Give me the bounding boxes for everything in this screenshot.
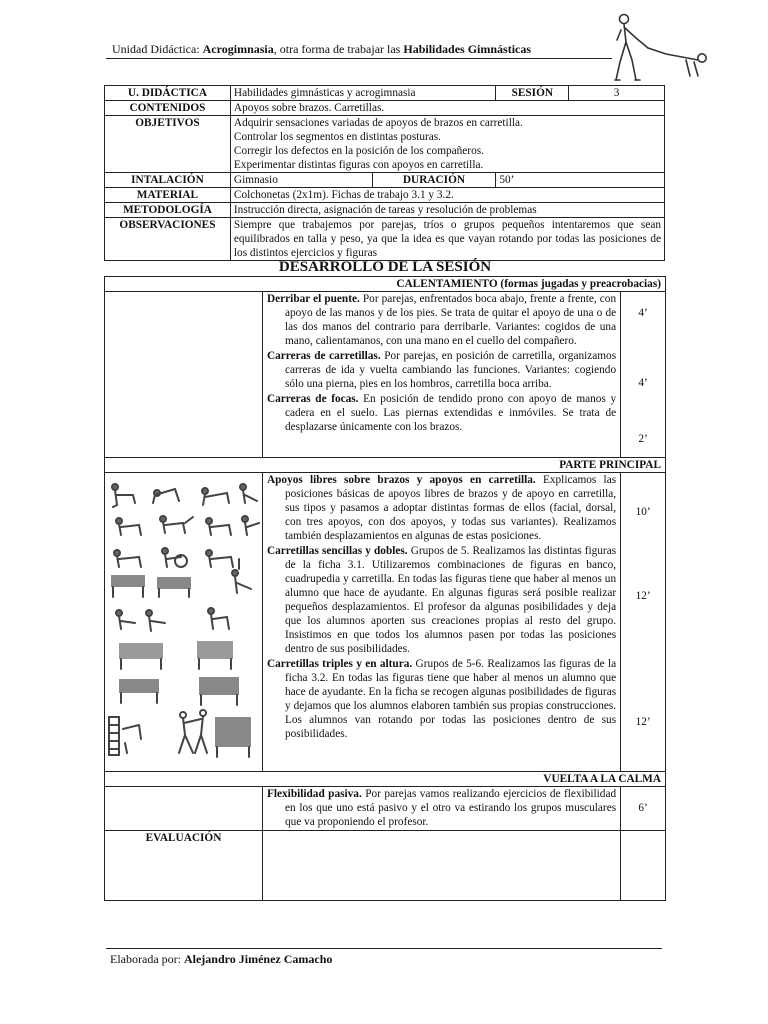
objetivos-label: OBJETIVOS [105,116,231,173]
activity-item [267,392,616,434]
header-acrogimnasia: Acrogimnasia [202,42,274,56]
objetivos-list [230,116,664,173]
contenidos-value: Apoyos sobre brazos. Carretillas. [230,101,664,116]
objetivo-item: Experimentar distintas figuras con apoyos en carretilla. [233,159,484,171]
activity-time: 4’ [638,307,648,319]
activity-name: Carretillas sencillas y dobles. [266,545,408,557]
activity-name: Carretillas triples y en altura. [266,658,413,670]
activity-text: Por parejas, en posición de carretilla, organizamos carreras de ida y vuelta cambiando las funciones. Variantes: cogiendo sólo una pierna, pies en los hombros, carretilla boca arriba. [284,350,617,390]
activity-item [267,292,616,348]
activity-time: 10’ [635,506,651,518]
footer-rule [106,948,662,949]
principal-times [621,473,666,772]
activity-text: En posición de tendido prono con apoyo de manos y cadera en el suelo. Las piernas extendidas e inmóviles. Se trata de desplazarse únicamente con los brazos. [284,393,617,433]
objetivo-item: Controlar los segmentos en distintas posturas. [233,131,441,143]
activity-text: Por parejas vamos realizando ejercicios de flexibilidad en los que uno está pasivo y el otro va estirando los grupos musculares que va proponiendo el profesor. [284,788,617,828]
activity-time: 12’ [635,590,651,602]
calentamiento-times [621,292,666,458]
desarrollo-title: DESARROLLO DE LA SESIÓN [278,259,492,275]
calentamiento-heading: CALENTAMIENTO (formas jugadas y preacrobacias) [105,277,666,292]
sesion-value: 3 [569,86,665,101]
evaluacion-time [621,831,666,901]
observaciones-value: Siempre que trabajemos por parejas, tríos o grupos pequeños intentaremos que sean equilibrados en talla y peso, ya que la idea es que vayan rotando por todas las posiciones de los distintos ejercicios y figuras [230,218,664,261]
activity-name: Carreras de carretillas. [266,350,381,362]
header-mid: , otra forma de trabajar las [273,42,404,56]
material-value: Colchonetas (2x1m). Fichas de trabajo 3.1 y 3.2. [230,188,664,203]
instalacion-value: Gimnasio [230,173,372,188]
instalacion-label: INTALACIÓN [105,173,231,188]
calma-times [621,787,666,831]
activity-item [267,349,616,391]
calma-heading: VUELTA A LA CALMA [105,772,666,787]
page-footer [110,952,332,967]
activity-text: Grupos de 5-6. Realizamos las figuras de la ficha 3.2. En todas las figuras tiene que haber al menos un alumno que hace de ayudante. En la ficha se recogen algunas posibilidades de figuras y dejamos que los alumnos elaboren también sus propias construcciones. Los alumnos van rotando por todas las posiciones dentro de sus posibilidades. [284,658,617,740]
activity-item [267,657,616,741]
activity-name: Apoyos libres sobre brazos y apoyos en carretilla. [266,474,536,486]
acrogym-logo-icon [606,10,712,88]
footer-author: Alejandro Jiménez Camacho [183,952,333,966]
ud-value: Habilidades gimnásticas y acrogimnasia [230,86,495,101]
duracion-label: DURACIÓN [372,173,496,188]
calma-activities [262,787,620,831]
activity-time: 4’ [638,377,648,389]
contenidos-label: CONTENIDOS [105,101,231,116]
metodologia-label: METODOLOGÍA [105,203,231,218]
duracion-value: 50’ [496,173,665,188]
exercise-figures-icon [105,473,261,767]
evaluacion-content [262,831,620,901]
activity-time: 12’ [635,716,651,728]
objetivo-item: Corregir los defectos en la posición de los compañeros. [233,145,484,157]
header-habilidades: Habilidades Gimnásticas [403,42,532,56]
header-rule [106,58,612,59]
material-label: MATERIAL [105,188,231,203]
principal-activities [262,473,620,772]
observaciones-label: OBSERVACIONES [105,218,231,261]
activity-time: 2’ [638,433,648,445]
calma-image-cell [105,787,263,831]
exercise-illustrations [105,473,263,772]
principal-heading: PARTE PRINCIPAL [105,458,666,473]
activity-item [267,787,616,829]
evaluacion-label: EVALUACIÓN [105,831,263,901]
calentamiento-activities [262,292,620,458]
footer-prefix: Elaborada por: [110,952,184,966]
activity-time: 6’ [638,802,648,814]
sesion-label: SESIÓN [496,86,569,101]
ud-label: U. DIDÁCTICA [105,86,231,101]
activity-name: Carreras de focas. [266,393,359,405]
activity-text: Por parejas, enfrentados boca abajo, frente a frente, con apoyo de las manos y de los pies. Se trata de quitar el apoyo de una o de las dos manos del contrario para derribarle. Variantes: cogidos de una mano, calientamanos, con una mano en el cuello del compañero. [284,293,617,347]
metodologia-value: Instrucción directa, asignación de tareas y resolución de problemas [230,203,664,218]
calentamiento-image-cell [105,292,263,458]
activity-item [267,473,616,543]
header-prefix: Unidad Didáctica: [112,42,203,56]
activity-name: Derribar el puente. [266,293,360,305]
activity-item [267,544,616,656]
activity-name: Flexibilidad pasiva. [266,788,362,800]
session-info-table [104,85,665,261]
activity-text: Grupos de 5. Realizamos las distintas figuras de la ficha 3.1. Utilizaremos combinaciones de figuras en banco, cuadrupedia y carretilla. En todas las figuras tiene que haber al menos un alumno que hace de ayudante. En algunas figuras será posible realizar pequeños desplazamientos. El profesor da algunas posibilidades y deja que los alumnos aporten sus creaciones propias al resto del grupo. Insistimos en que todos los alumnos pasen por todas las posiciones dentro de sus posibilidades. [284,545,617,655]
page-header [112,42,531,57]
activity-text: Explicamos las posiciones básicas de apoyos libres de brazos y de apoyo en carretilla, sus tipos y pasamos a adoptar distintas formas de ellos (facial, dorsal, con tres apoyos, con dos apoyos, y todas sus variantes). Realizamos también desplazamientos en algunas de estas posiciones. [284,474,617,542]
session-development-table [104,276,666,901]
objetivo-item: Adquirir sensaciones variadas de apoyos de brazos en carretilla. [233,117,523,129]
